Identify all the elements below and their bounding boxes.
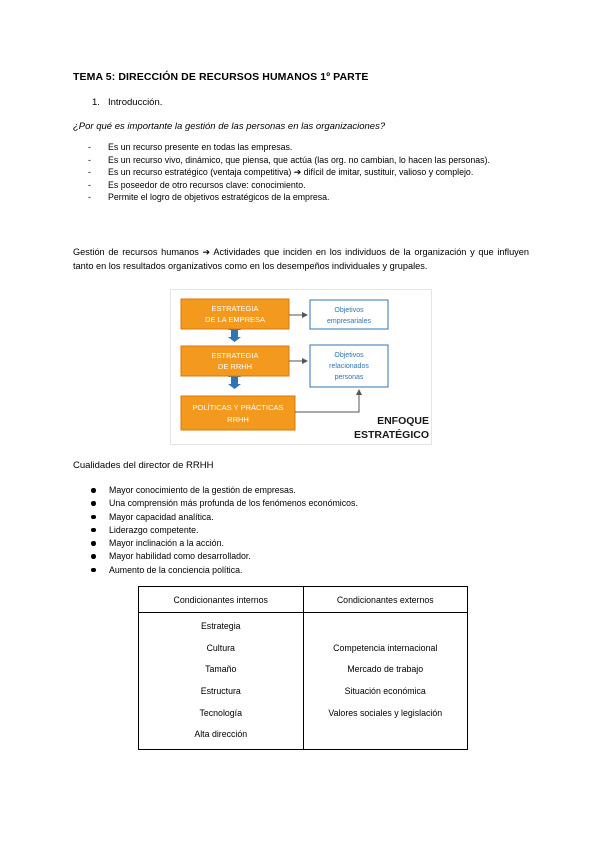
list-item: - Permite el logro de objetivos estratégicos de la empresa.: [88, 191, 528, 204]
feedback-arrow: [295, 390, 359, 412]
strategy-hr-line2: DE RRHH: [217, 362, 253, 371]
table-cell: Cultura: [206, 642, 235, 653]
business-objectives-line1: Objetivos: [334, 307, 364, 314]
table-cell: Estructura: [200, 686, 241, 697]
people-objectives-line2: relacionados: [329, 363, 369, 370]
table-cell: Mercado de trabajo: [347, 664, 424, 675]
list-item: Liderazgo competente.: [90, 524, 358, 537]
table-cell: Competencia internacional: [333, 642, 438, 653]
hr-definition: Gestión de recursos humanos ➔ Actividades que inciden en los individuos de la organización y que influyen tanto en los resultados organizativos como en los desempeños individuales y grupales.: [73, 247, 529, 271]
list-item: Mayor capacidad analítica.: [90, 511, 358, 524]
list-item: Mayor conocimiento de la gestión de empresas.: [90, 484, 358, 497]
document-title: TEMA 5: DIRECCIÓN DE RECURSOS HUMANOS 1º PARTE: [73, 71, 369, 83]
policies-practices-box: [181, 396, 295, 430]
external-column: [303, 613, 468, 750]
list-item: - Es un recurso vivo, dinámico, que piensa, que actúa (las org. no cambian, lo hacen las personas).: [88, 154, 528, 167]
reasons-list: [88, 141, 528, 204]
internal-header: Condicionantes internos: [139, 587, 304, 613]
approach-label-line1: ENFOQUE: [377, 415, 429, 427]
list-item: Mayor inclinación a la acción.: [90, 537, 358, 550]
policies-practices-line2: RRHH: [227, 415, 249, 424]
table-cell: Tecnología: [199, 707, 243, 718]
strategy-company-line1: ESTRATEGIA: [211, 304, 259, 313]
internal-column: [139, 613, 304, 750]
strategy-hr-line1: ESTRATEGIA: [211, 351, 259, 360]
external-header: Condicionantes externos: [303, 587, 468, 613]
section-label: Introducción.: [108, 97, 163, 108]
people-objectives-line3: personas: [334, 374, 364, 381]
table-cell: Tamaño: [205, 664, 237, 675]
list-item: Mayor habilidad como desarrollador.: [90, 550, 358, 563]
question-text: ¿Por qué es importante la gestión de las personas en las organizaciones?: [73, 121, 386, 132]
table-cell: Situación económica: [344, 686, 426, 697]
business-objectives-line2: empresariales: [327, 318, 371, 325]
policies-practices-line1: POLÍTICAS Y PRÁCTICAS: [192, 403, 284, 412]
table-cell: Alta dirección: [194, 729, 248, 740]
people-objectives-line1: Objetivos: [334, 352, 364, 359]
qualities-heading: Cualidades del director de RRHH: [73, 460, 214, 471]
strategic-approach-diagram: [170, 289, 432, 445]
list-item: - Es un recurso presente en todas las empresas.: [88, 141, 528, 154]
table-cell: Valores sociales y legislación: [328, 707, 443, 718]
list-item: Aumento de la conciencia política.: [90, 564, 358, 577]
section-number: 1.: [92, 97, 100, 108]
list-item: Una comprensión más profunda de los fenómenos económicos.: [90, 497, 358, 510]
qualities-list: [90, 484, 358, 577]
approach-label-line2: ESTRATÉGICO: [353, 429, 429, 441]
list-item: - Es un recurso estratégico (ventaja competitiva) ➔ difícil de imitar, sustituir, valioso y complejo.: [88, 166, 528, 179]
diagram-svg: [171, 290, 431, 444]
strategy-company-line2: DE LA EMPRESA: [204, 315, 266, 324]
conditions-table: [138, 586, 468, 750]
list-item: - Es poseedor de otro recursos clave: conocimiento.: [88, 179, 528, 192]
table-cell: Estrategia: [200, 621, 241, 631]
section-heading: [92, 97, 162, 108]
